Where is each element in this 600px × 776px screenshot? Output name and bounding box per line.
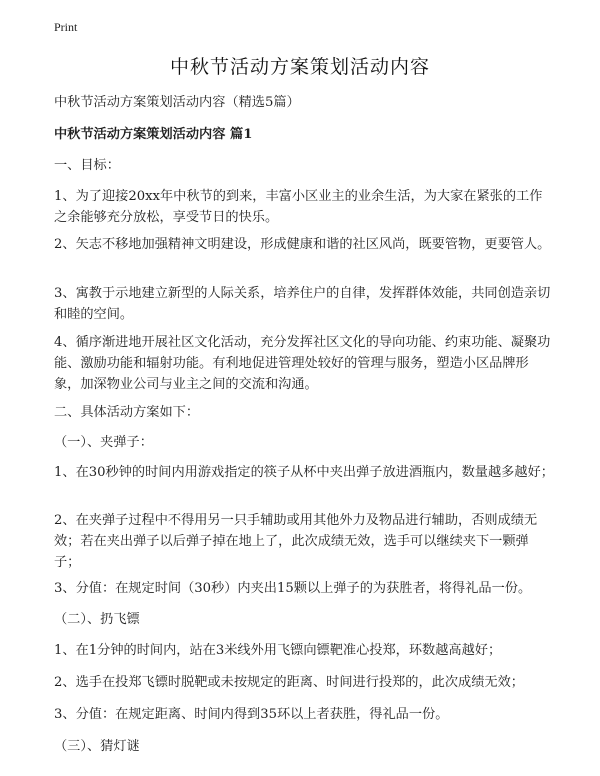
paragraph: 1、在30秒钟的时间内用游戏指定的筷子从杯中夹出弹子放进酒瓶内，数量越多越好；: [54, 465, 554, 480]
section-heading: 中秋节活动方案策划活动内容 篇1: [54, 127, 253, 142]
paragraph: 4、循序渐进地开展社区文化活动，充分发挥社区文化的导向功能、约束功能、凝聚功能、激励功能和辐射功能。有利地促进管理处较好的管理与服务，塑造小区品牌形象，加深物业公司与业主之间的交流和沟通。: [54, 335, 551, 392]
paragraph: 3、分值：在规定距离、时间内得到35环以上者获胜，得礼品一份。: [54, 707, 449, 722]
paragraph: 一、目标：: [54, 158, 120, 173]
paragraph: 1、在1分钟的时间内，站在3米线外用飞镖向镖靶准心投郑，环数越高越好；: [54, 643, 502, 658]
paragraph: 1、为了迎接20xx年中秋节的到来，丰富小区业主的业余生活，为大家在紧张的工作之余能够充分放松，享受节日的快乐。: [54, 189, 543, 225]
paragraph: 2、选手在投郑飞镖时脱靶或未按规定的距离、时间进行投郑的，此次成绩无效；: [54, 675, 524, 690]
paragraph: （一）、夹弹子：: [54, 435, 153, 450]
paragraph: 二、具体活动方案如下：: [54, 405, 200, 420]
print-label: Print: [54, 20, 78, 34]
document-subtitle: 中秋节活动方案策划活动内容（精选5篇）: [54, 95, 300, 110]
paragraph: 3、分值：在规定时间（30秒）内夹出15颗以上弹子的为获胜者，将得礼品一份。: [54, 581, 532, 596]
paragraph: 2、在夹弹子过程中不得用另一只手辅助或用其他外力及物品进行辅助，否则成绩无效；若在夹出弹子以后弹子掉在地上了，此次成绩无效，选手可以继续夹下一颗弹子；: [54, 513, 538, 570]
paragraph: 3、寓教于示地建立新型的人际关系，培养住户的自律，发挥群体效能，共同创造亲切和睦的空间。: [54, 286, 551, 322]
paragraph: （三）、猜灯谜: [54, 739, 140, 754]
paragraph: 2、矢志不移地加强精神文明建设，形成健康和谐的社区风尚，既要管物，更要管人。: [54, 237, 551, 252]
paragraph: （二）、扔飞镖: [54, 612, 140, 627]
document-title: 中秋节活动方案策划活动内容: [169, 56, 430, 78]
